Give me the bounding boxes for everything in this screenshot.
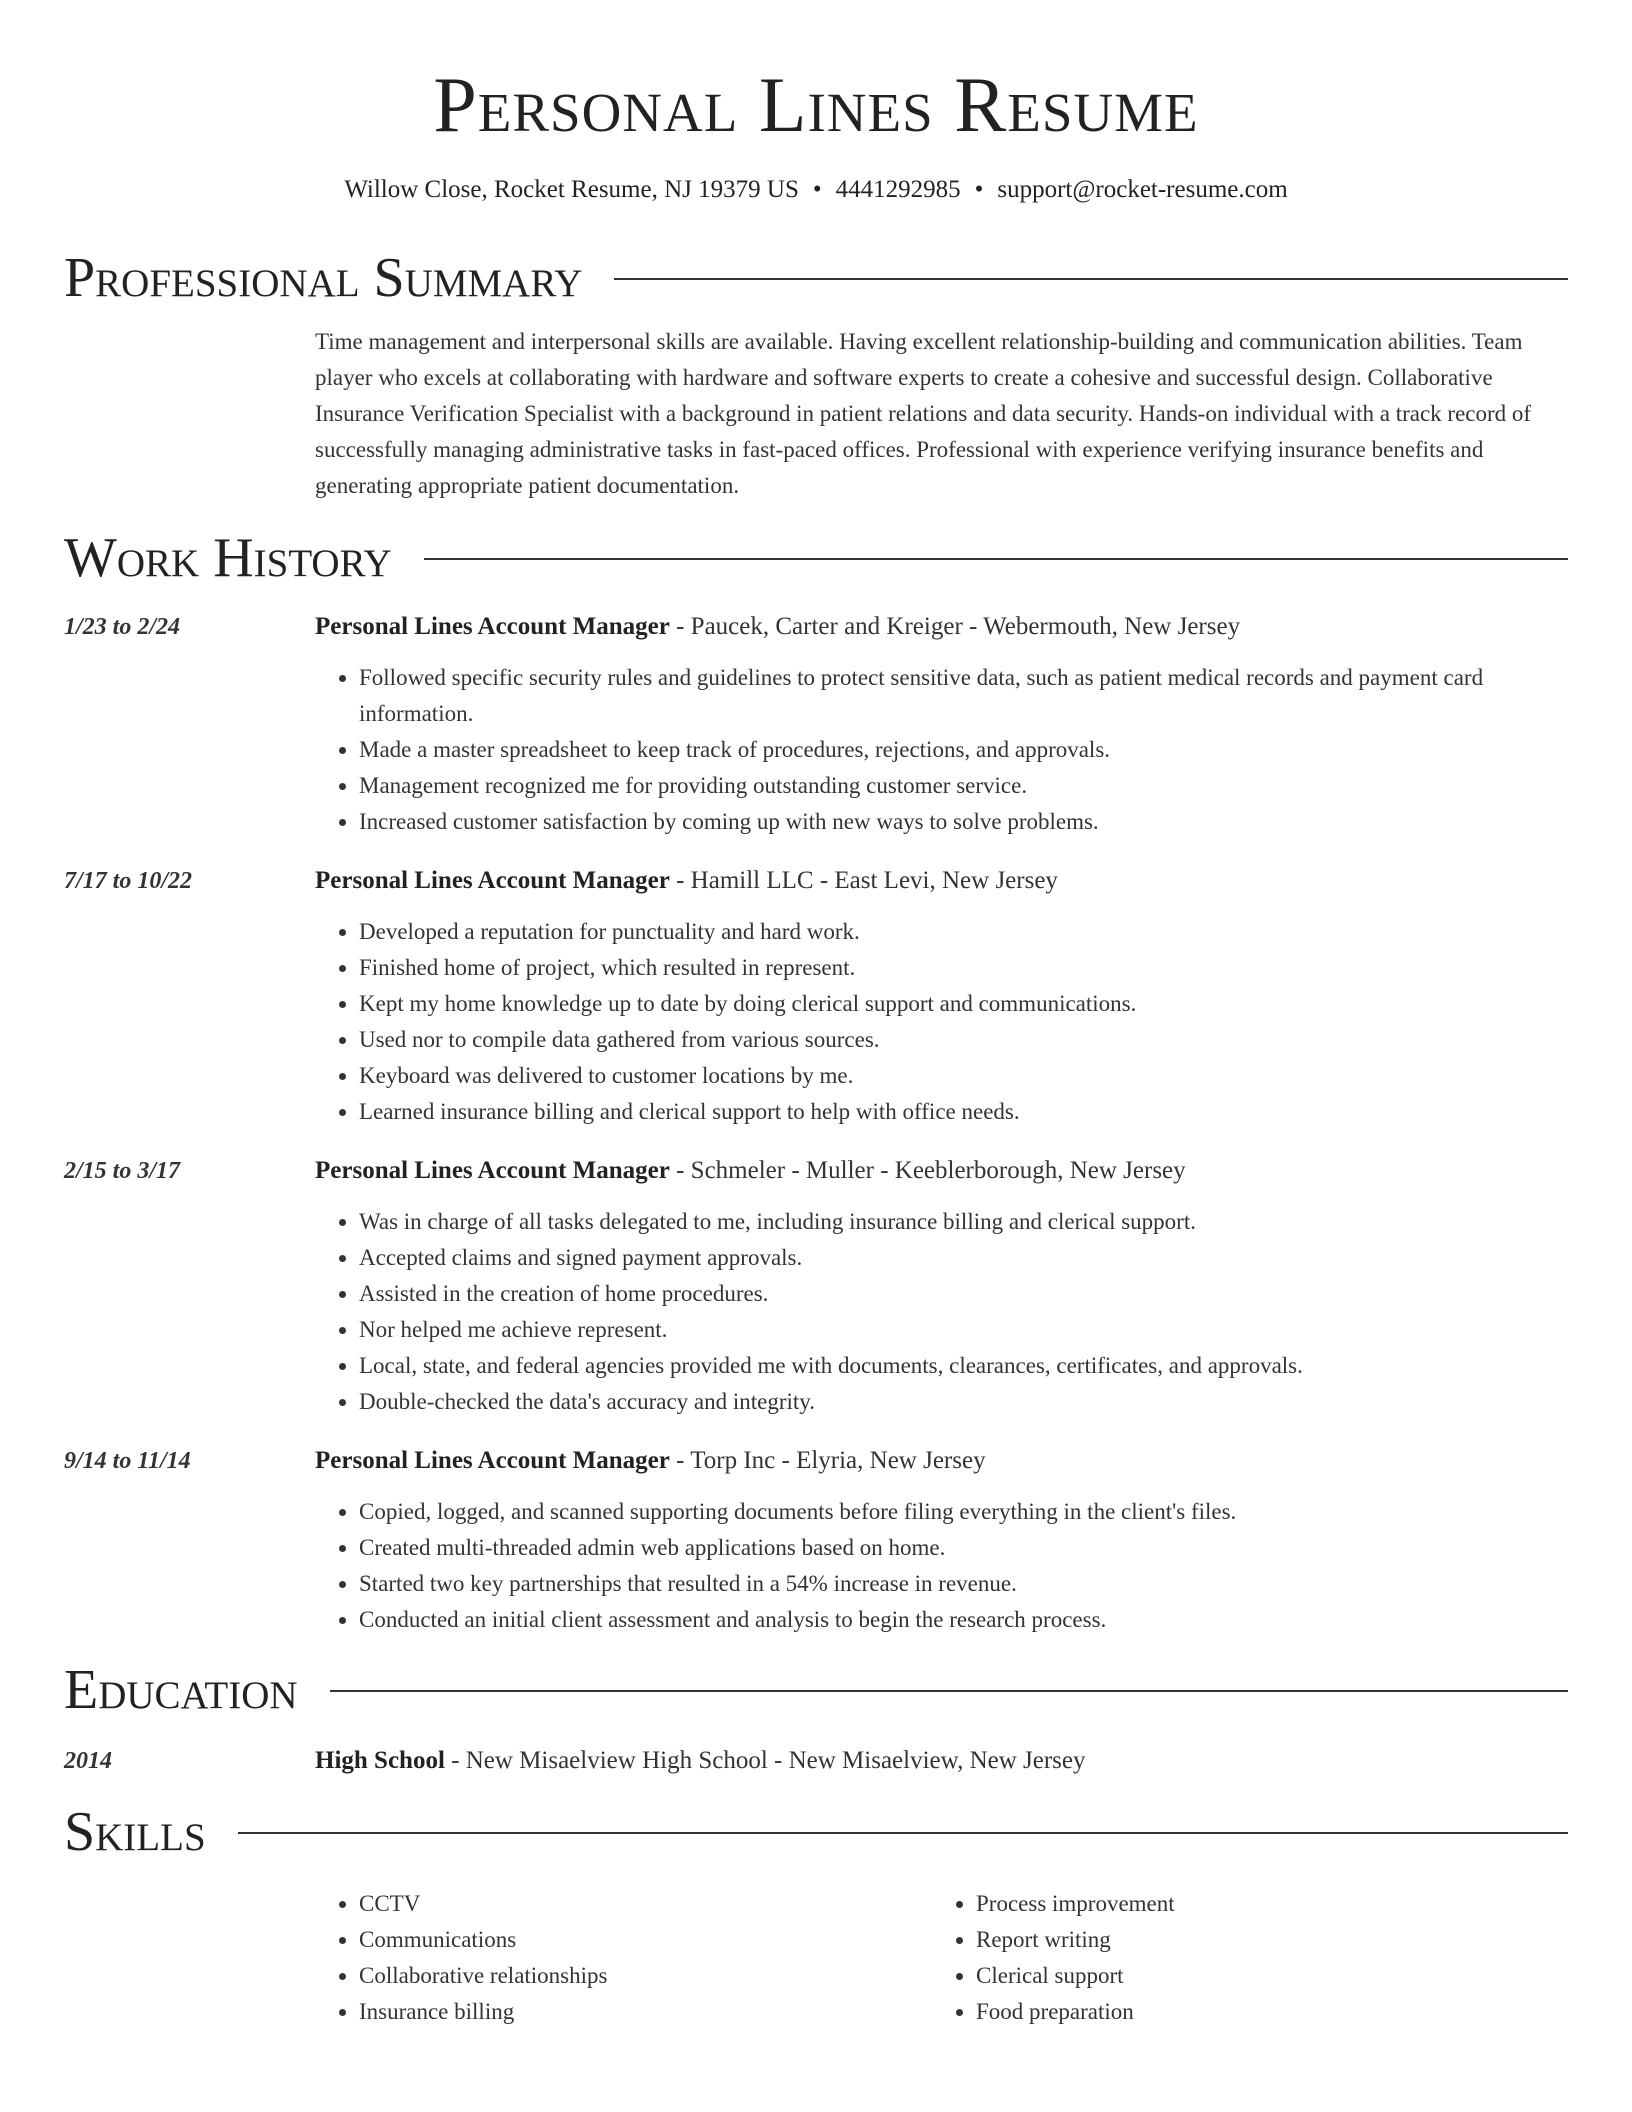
job-bullet: • Copied, logged, and scanned supporting documents before filing everything in the client's files. bbox=[359, 1494, 1568, 1530]
skill-item: • Collaborative relationships bbox=[359, 1958, 932, 1994]
contact-phone: 4441292985 bbox=[835, 176, 961, 203]
contact-separator: • bbox=[974, 176, 984, 203]
education-heading: Education bbox=[64, 1659, 298, 1721]
work-history-list bbox=[64, 610, 1568, 1638]
skill-item: • Insurance billing bbox=[359, 1994, 932, 2030]
job-title: Personal Lines Account Manager bbox=[315, 1157, 670, 1184]
job-employer-location: - Hamill LLC - East Levi, New Jersey bbox=[669, 867, 1058, 894]
job-body bbox=[315, 1154, 1568, 1420]
job-bullet-list bbox=[315, 660, 1568, 840]
job-bullet-list bbox=[315, 914, 1568, 1130]
skill-item: • Process improvement bbox=[976, 1886, 1549, 1922]
job-bullet: • Used nor to compile data gathered from various sources. bbox=[359, 1022, 1568, 1058]
education-year: 2014 bbox=[64, 1748, 112, 1774]
job-title: Personal Lines Account Manager bbox=[315, 1447, 670, 1474]
section-divider bbox=[330, 1690, 1568, 1692]
contact-address: Willow Close, Rocket Resume, NJ 19379 US bbox=[344, 176, 799, 203]
job-entry bbox=[64, 1444, 1568, 1638]
contact-line bbox=[64, 174, 1568, 206]
job-bullet: • Nor helped me achieve represent. bbox=[359, 1312, 1568, 1348]
job-bullet-list bbox=[315, 1204, 1568, 1420]
job-employer-location: - Schmeler - Muller - Keeblerborough, New Jersey bbox=[669, 1157, 1186, 1184]
skills-list-right bbox=[932, 1886, 1549, 2030]
job-dates: 9/14 to 11/14 bbox=[64, 1448, 191, 1474]
contact-separator: • bbox=[812, 176, 822, 203]
job-dates: 7/17 to 10/22 bbox=[64, 868, 193, 894]
job-heading bbox=[315, 1154, 1568, 1188]
skills-list-left bbox=[315, 1886, 932, 2030]
job-bullet: • Conducted an initial client assessment and analysis to begin the research process. bbox=[359, 1602, 1568, 1638]
job-bullet: • Accepted claims and signed payment approvals. bbox=[359, 1240, 1568, 1276]
job-bullet: • Learned insurance billing and clerical support to help with office needs. bbox=[359, 1094, 1568, 1130]
education-entry bbox=[64, 1744, 1568, 1778]
job-bullet: • Finished home of project, which resulted in represent. bbox=[359, 950, 1568, 986]
job-bullet: • Kept my home knowledge up to date by doing clerical support and communications. bbox=[359, 986, 1568, 1022]
skill-item: • Clerical support bbox=[976, 1958, 1549, 1994]
summary-section-header bbox=[64, 246, 1568, 310]
skills-section-header bbox=[64, 1800, 1568, 1864]
job-heading bbox=[315, 1444, 1568, 1478]
job-bullet: • Double-checked the data's accuracy and integrity. bbox=[359, 1384, 1568, 1420]
job-heading bbox=[315, 864, 1568, 898]
job-dates: 2/15 to 3/17 bbox=[64, 1158, 181, 1184]
summary-text: Time management and interpersonal skills are available. Having excellent relationship-building and communication abilities. Team player who excels at collaborating with hardware and software experts to create a cohesive and successful design. Collaborative Insurance Verification Specialist with a background in patient relations and data security. Hands-on individual with a track record of successfully managing administrative tasks in fast-paced offices. Professional with experience verifying insurance benefits and generating appropriate patient documentation. bbox=[315, 329, 1532, 498]
contact-email: support@rocket-resume.com bbox=[997, 176, 1288, 203]
job-bullet: • Followed specific security rules and guidelines to protect sensitive data, such as patient medical records and payment card information. bbox=[359, 660, 1568, 732]
skills-columns bbox=[315, 1886, 1568, 2030]
education-body bbox=[315, 1744, 1568, 1778]
section-divider bbox=[424, 558, 1568, 560]
skill-item: • CCTV bbox=[359, 1886, 932, 1922]
job-employer-location: - Paucek, Carter and Kreiger - Webermouth, New Jersey bbox=[669, 613, 1241, 640]
education-list bbox=[64, 1744, 1568, 1778]
work-heading: Work History bbox=[64, 527, 392, 589]
education-heading-line bbox=[315, 1744, 1568, 1778]
resume-title: Personal Lines Resume bbox=[433, 61, 1199, 148]
work-section-header bbox=[64, 526, 1568, 590]
job-bullet: • Created multi-threaded admin web applications based on home. bbox=[359, 1530, 1568, 1566]
resume-page bbox=[64, 0, 1568, 2030]
skill-item: • Communications bbox=[359, 1922, 932, 1958]
summary-heading: Professional Summary bbox=[64, 247, 583, 309]
skills-heading: Skills bbox=[64, 1801, 206, 1863]
job-body bbox=[315, 610, 1568, 840]
job-entry bbox=[64, 1154, 1568, 1420]
education-section-header bbox=[64, 1658, 1568, 1722]
section-divider bbox=[614, 278, 1568, 280]
job-bullet-list bbox=[315, 1494, 1568, 1638]
section-divider bbox=[238, 1832, 1568, 1834]
job-body bbox=[315, 1444, 1568, 1638]
job-entry bbox=[64, 610, 1568, 840]
skill-item: • Report writing bbox=[976, 1922, 1549, 1958]
job-title: Personal Lines Account Manager bbox=[315, 613, 670, 640]
job-bullet: • Assisted in the creation of home procedures. bbox=[359, 1276, 1568, 1312]
job-heading bbox=[315, 610, 1568, 644]
job-entry bbox=[64, 864, 1568, 1130]
job-title: Personal Lines Account Manager bbox=[315, 867, 670, 894]
job-bullet: • Started two key partnerships that resulted in a 54% increase in revenue. bbox=[359, 1566, 1568, 1602]
job-bullet: • Increased customer satisfaction by coming up with new ways to solve problems. bbox=[359, 804, 1568, 840]
education-degree: High School bbox=[315, 1747, 445, 1774]
job-bullet: • Was in charge of all tasks delegated to me, including insurance billing and clerical support. bbox=[359, 1204, 1568, 1240]
job-employer-location: - Torp Inc - Elyria, New Jersey bbox=[669, 1447, 986, 1474]
job-body bbox=[315, 864, 1568, 1130]
job-bullet: • Keyboard was delivered to customer locations by me. bbox=[359, 1058, 1568, 1094]
education-school-location: - New Misaelview High School - New Misaelview, New Jersey bbox=[444, 1747, 1086, 1774]
job-bullet: • Management recognized me for providing outstanding customer service. bbox=[359, 768, 1568, 804]
job-bullet: • Made a master spreadsheet to keep track of procedures, rejections, and approvals. bbox=[359, 732, 1568, 768]
job-bullet: • Local, state, and federal agencies provided me with documents, clearances, certificates, and approvals. bbox=[359, 1348, 1568, 1384]
job-dates: 1/23 to 2/24 bbox=[64, 614, 181, 640]
skill-item: • Food preparation bbox=[976, 1994, 1549, 2030]
job-bullet: • Developed a reputation for punctuality and hard work. bbox=[359, 914, 1568, 950]
